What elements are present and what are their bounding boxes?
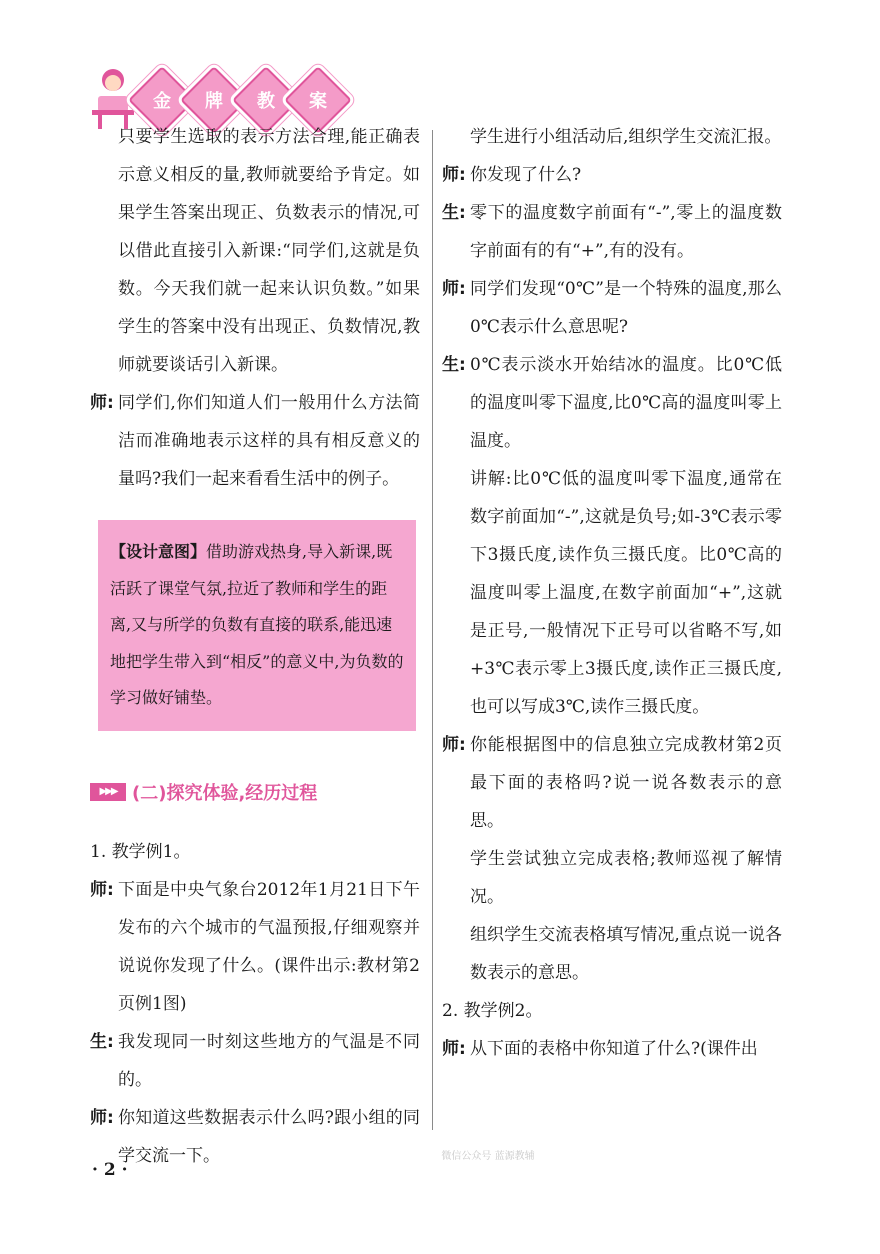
right-column <box>442 118 782 1068</box>
paragraph <box>442 270 782 346</box>
paragraph <box>442 916 782 992</box>
paragraph-text: 你知道这些数据表示什么吗?跟小组的同学交流一下。 <box>118 1107 420 1166</box>
paragraph-text: 零下的温度数字前面有“-”,零上的温度数字前面有的有“+”,有的没有。 <box>470 203 782 261</box>
paragraph <box>442 156 782 194</box>
speaker-label: 师: <box>442 165 466 185</box>
paragraph <box>90 118 420 384</box>
design-intent-tag: 【设计意图】 <box>110 542 207 561</box>
design-intent-box <box>98 520 416 731</box>
paragraph <box>442 1030 782 1068</box>
speaker-label: 师: <box>90 879 114 900</box>
badge-char: 金 <box>153 91 171 112</box>
paragraph <box>442 726 782 840</box>
paragraph-text: 从下面的表格中你知道了什么?(课件出 <box>470 1039 758 1059</box>
paragraph-text: 学生进行小组活动后,组织学生交流汇报。 <box>470 127 782 147</box>
section-heading <box>90 779 420 805</box>
paragraph <box>90 833 420 871</box>
badge-char: 教 <box>257 91 275 112</box>
speaker-label: 生: <box>90 1031 114 1052</box>
badge-char: 案 <box>309 91 327 112</box>
paragraph-text: 组织学生交流表格填写情况,重点说一说各数表示的意思。 <box>470 925 782 983</box>
paragraph-text: 下面是中央气象台2012年1月21日下午发布的六个城市的气温预报,仔细观察并说说你发现了什么。(课件出示:教材第2页例1图) <box>118 879 420 1014</box>
paragraph-text: 学生尝试独立完成表格;教师巡视了解情况。 <box>470 849 782 907</box>
page-number: · 2 · <box>92 1160 128 1180</box>
speaker-label: 师: <box>442 279 466 299</box>
section-title: (二)探究体验,经历过程 <box>132 782 318 804</box>
paragraph-text: 同学们发现“0℃”是一个特殊的温度,那么0℃表示什么意思呢? <box>470 279 782 337</box>
speaker-label: 生: <box>442 355 466 375</box>
paragraph <box>442 460 782 726</box>
paragraph <box>442 346 782 460</box>
paragraph <box>442 840 782 916</box>
speaker-label: 师: <box>90 393 114 413</box>
column-divider <box>432 130 433 1130</box>
triple-arrow-icon: ▶▶▶ <box>90 783 126 801</box>
paragraph <box>442 992 782 1030</box>
design-intent-text: 借助游戏热身,导入新课,既活跃了课堂气氛,拉近了教师和学生的距离,又与所学的负数有直接的联系,能迅速地把学生带入到“相反”的意义中,为负数的学习做好铺垫。 <box>110 542 404 707</box>
paragraph <box>90 1099 420 1175</box>
speaker-label: 师: <box>442 735 466 755</box>
paragraph <box>442 194 782 270</box>
paragraph-text: 我发现同一时刻这些地方的气温是不同的。 <box>118 1031 420 1090</box>
paragraph-text: 讲解:比0℃低的温度叫零下温度,通常在数字前面加“-”,这就是负号;如-3℃表示零下3摄氏度,读作负三摄氏度。比0℃高的温度叫零上温度,在数字前面加“+”,这就是正号,一般情况下正号可以省略不写,如+3℃表示零上3摄氏度,读作正三摄氏度,也可以写成3℃,读作三摄氏度。 <box>470 469 782 717</box>
paragraph-text: 0℃表示淡水开始结冰的温度。比0℃低的温度叫零下温度,比0℃高的温度叫零上温度。 <box>470 355 782 451</box>
left-column <box>90 118 420 1175</box>
speaker-label: 师: <box>442 1039 466 1059</box>
paragraph-text: 同学们,你们知道人们一般用什么方法简洁而准确地表示这样的具有相反意义的量吗?我们一起来看看生活中的例子。 <box>118 393 420 489</box>
paragraph-text: 你发现了什么? <box>470 165 582 185</box>
watermark: 微信公众号 蓝源教辅 <box>441 1151 535 1162</box>
badge-char: 牌 <box>205 91 223 112</box>
paragraph-text: 只要学生选取的表示方法合理,能正确表示意义相反的量,教师就要给予肯定。如果学生答案出现正、负数表示的情况,可以借此直接引入新课:“同学们,这就是负数。今天我们就一起来认识负数。”如果学生的答案中没有出现正、负数情况,教师就要谈话引入新课。 <box>118 127 420 375</box>
paragraph-text: 你能根据图中的信息独立完成教材第2页最下面的表格吗?说一说各数表示的意思。 <box>470 735 782 831</box>
paragraph <box>442 118 782 156</box>
paragraph <box>90 1023 420 1099</box>
title-badges <box>138 76 342 124</box>
paragraph-text: 1. 教学例1。 <box>90 841 191 862</box>
speaker-label: 生: <box>442 203 466 223</box>
paragraph-text: 2. 教学例2。 <box>442 1001 543 1021</box>
speaker-label: 师: <box>90 1107 114 1128</box>
paragraph <box>90 384 420 498</box>
paragraph <box>90 871 420 1023</box>
